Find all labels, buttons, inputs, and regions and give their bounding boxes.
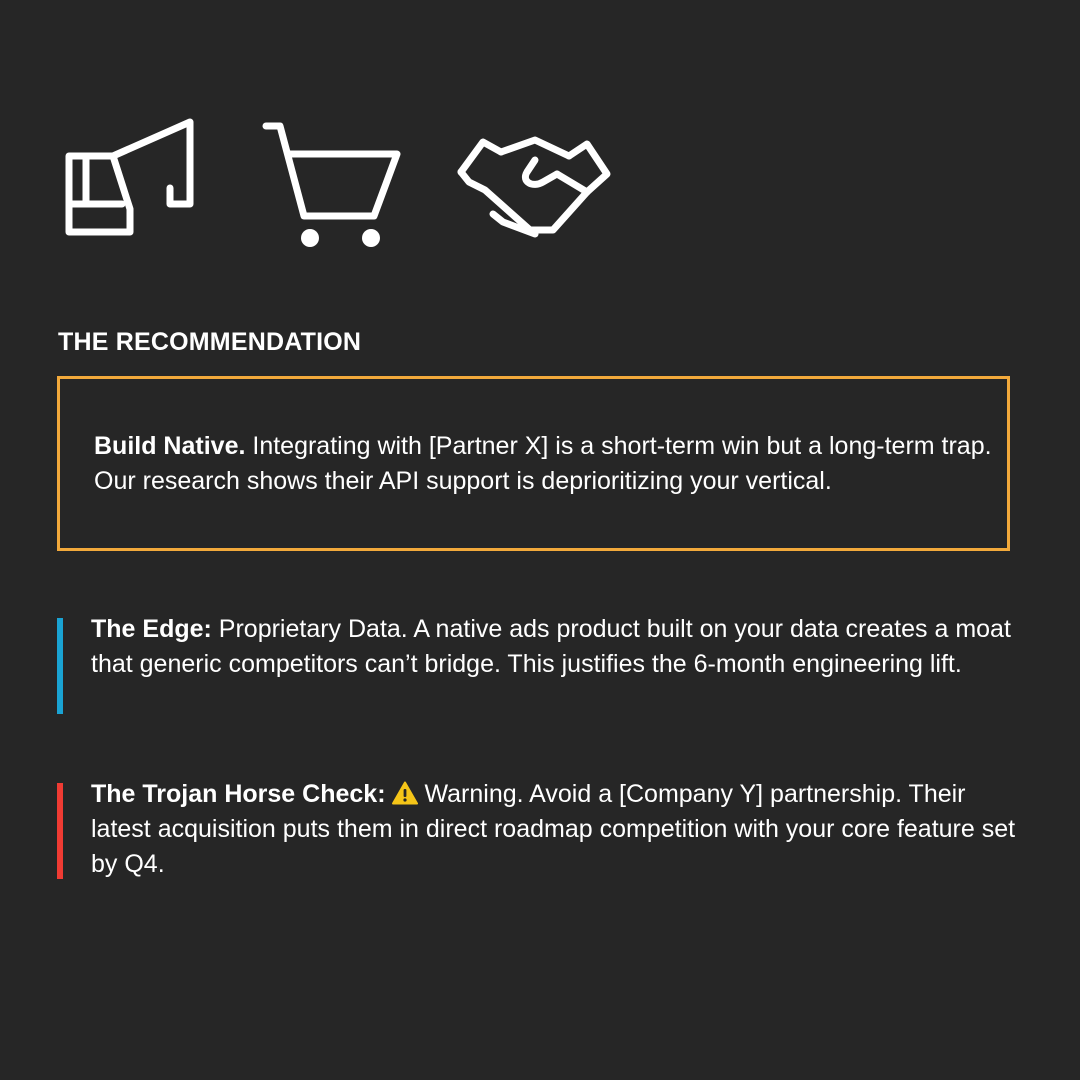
excavator-icon: [60, 112, 200, 242]
warning-icon: [392, 781, 418, 805]
trojan-accent-bar: [57, 783, 63, 879]
recommendation-body: Integrating with [Partner X] is a short-term win but a long-term trap. Our research shows their API support is deprioritizing your vertical.: [94, 432, 992, 495]
trojan-callout: [57, 780, 1017, 879]
trojan-text: [91, 777, 1021, 882]
icon-row: [60, 112, 620, 252]
recommendation-text: [94, 429, 994, 499]
edge-callout: [57, 615, 1017, 714]
trojan-lead: The Trojan Horse Check:: [91, 780, 386, 808]
edge-text: [91, 612, 1021, 682]
edge-body: Proprietary Data. A native ads product built on your data creates a moat that generic competitors can’t bridge. This justifies the 6-month engineering lift.: [91, 615, 1011, 678]
edge-accent-bar: [57, 618, 63, 714]
section-heading: THE RECOMMENDATION: [58, 328, 362, 356]
trojan-body: Warning. Avoid a [Company Y] partnership. Their latest acquisition puts them in direct roadmap competition with your core feature set by Q4.: [91, 780, 1016, 878]
edge-lead: The Edge:: [91, 615, 212, 643]
recommendation-lead: Build Native.: [94, 432, 246, 460]
handshake-icon: [455, 130, 615, 245]
recommendation-box: [57, 376, 1010, 551]
shopping-cart-icon: [260, 120, 405, 250]
